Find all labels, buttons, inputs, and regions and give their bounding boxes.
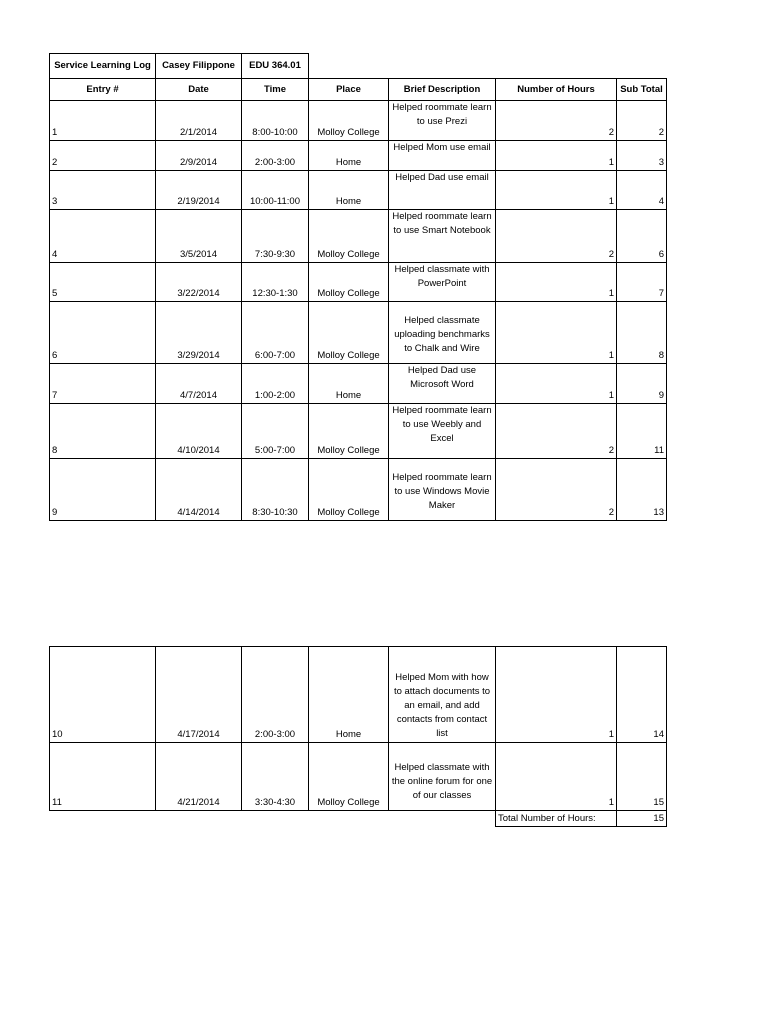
entry-subtotal: 14	[617, 647, 667, 743]
entry-description: Helped Mom use email	[389, 141, 496, 171]
entry-subtotal: 4	[617, 171, 667, 210]
entry-hours: 2	[496, 210, 617, 263]
entry-date: 4/21/2014	[156, 743, 242, 811]
entry-number: 7	[50, 364, 156, 404]
entry-subtotal: 8	[617, 302, 667, 364]
entry-subtotal: 7	[617, 263, 667, 302]
entry-time: 1:00-2:00	[242, 364, 309, 404]
entry-time: 6:00-7:00	[242, 302, 309, 364]
entry-description: Helped Mom with how to attach documents to an email, and add contacts from contact list	[389, 647, 496, 743]
entry-date: 4/7/2014	[156, 364, 242, 404]
entry-time: 2:00-3:00	[242, 141, 309, 171]
entry-date: 3/5/2014	[156, 210, 242, 263]
table-row	[50, 101, 667, 141]
entry-subtotal: 13	[617, 459, 667, 521]
service-log-table	[49, 53, 667, 521]
table-row	[50, 404, 667, 459]
table-row	[50, 364, 667, 404]
entry-hours: 1	[496, 263, 617, 302]
header-subtotal: Sub Total	[617, 79, 667, 101]
total-hours-label: Total Number of Hours:	[496, 811, 617, 827]
entry-place: Molloy College	[309, 210, 389, 263]
blank-cell	[242, 811, 309, 827]
entry-description: Helped roommate learn to use Prezi	[389, 101, 496, 141]
entry-place: Molloy College	[309, 263, 389, 302]
entry-place: Molloy College	[309, 743, 389, 811]
entry-number: 9	[50, 459, 156, 521]
entry-hours: 2	[496, 459, 617, 521]
entry-description: Helped roommate learn to use Windows Movie Maker	[389, 459, 496, 521]
entry-time: 5:00-7:00	[242, 404, 309, 459]
total-row	[50, 811, 667, 827]
header-time: Time	[242, 79, 309, 101]
header-entry: Entry #	[50, 79, 156, 101]
entry-time: 3:30-4:30	[242, 743, 309, 811]
entry-hours: 2	[496, 404, 617, 459]
entry-place: Molloy College	[309, 459, 389, 521]
entry-number: 1	[50, 101, 156, 141]
table-row	[50, 210, 667, 263]
header-place: Place	[309, 79, 389, 101]
header-hours: Number of Hours	[496, 79, 617, 101]
entry-description: Helped classmate with PowerPoint	[389, 263, 496, 302]
entry-description: Helped roommate learn to use Weebly and Excel	[389, 404, 496, 459]
entry-date: 2/9/2014	[156, 141, 242, 171]
blank-cell	[309, 54, 389, 79]
entry-number: 2	[50, 141, 156, 171]
blank-cell	[50, 811, 156, 827]
entry-time: 12:30-1:30	[242, 263, 309, 302]
blank-cell	[389, 811, 496, 827]
entry-time: 10:00-11:00	[242, 171, 309, 210]
entry-subtotal: 15	[617, 743, 667, 811]
entry-place: Molloy College	[309, 404, 389, 459]
blank-cell	[617, 54, 667, 79]
entry-subtotal: 6	[617, 210, 667, 263]
entry-subtotal: 2	[617, 101, 667, 141]
entry-number: 5	[50, 263, 156, 302]
entry-hours: 1	[496, 302, 617, 364]
entry-hours: 1	[496, 364, 617, 404]
entry-date: 4/10/2014	[156, 404, 242, 459]
total-hours-value: 15	[617, 811, 667, 827]
entry-time: 8:30-10:30	[242, 459, 309, 521]
entry-number: 4	[50, 210, 156, 263]
entry-subtotal: 11	[617, 404, 667, 459]
entry-description: Helped classmate with the online forum for one of our classes	[389, 743, 496, 811]
service-log-table-continued	[49, 646, 667, 827]
entry-date: 4/14/2014	[156, 459, 242, 521]
blank-cell	[156, 811, 242, 827]
entry-hours: 2	[496, 101, 617, 141]
entry-number: 3	[50, 171, 156, 210]
entry-hours: 1	[496, 647, 617, 743]
entry-place: Home	[309, 141, 389, 171]
entry-subtotal: 9	[617, 364, 667, 404]
entry-number: 10	[50, 647, 156, 743]
table-row	[50, 302, 667, 364]
header-date: Date	[156, 79, 242, 101]
student-name: Casey Filippone	[156, 54, 242, 79]
table-row	[50, 459, 667, 521]
title-row	[50, 54, 667, 79]
entry-number: 8	[50, 404, 156, 459]
header-description: Brief Description	[389, 79, 496, 101]
blank-cell	[309, 811, 389, 827]
entry-place: Molloy College	[309, 101, 389, 141]
entry-time: 7:30-9:30	[242, 210, 309, 263]
entry-hours: 1	[496, 743, 617, 811]
entry-date: 3/29/2014	[156, 302, 242, 364]
entry-time: 2:00-3:00	[242, 647, 309, 743]
entry-hours: 1	[496, 171, 617, 210]
entry-description: Helped Dad use Microsoft Word	[389, 364, 496, 404]
blank-cell	[389, 54, 496, 79]
entry-description: Helped classmate uploading benchmarks to Chalk and Wire	[389, 302, 496, 364]
entry-description: Helped Dad use email	[389, 171, 496, 210]
blank-cell	[496, 54, 617, 79]
table-row	[50, 171, 667, 210]
entry-number: 11	[50, 743, 156, 811]
table-row	[50, 263, 667, 302]
entry-time: 8:00-10:00	[242, 101, 309, 141]
table-row	[50, 141, 667, 171]
entry-place: Home	[309, 647, 389, 743]
entry-date: 3/22/2014	[156, 263, 242, 302]
entry-place: Home	[309, 171, 389, 210]
course-code: EDU 364.01	[242, 54, 309, 79]
log-title: Service Learning Log	[50, 54, 156, 79]
entry-place: Home	[309, 364, 389, 404]
entry-description: Helped roommate learn to use Smart Notebook	[389, 210, 496, 263]
entry-date: 4/17/2014	[156, 647, 242, 743]
entry-date: 2/19/2014	[156, 171, 242, 210]
entry-hours: 1	[496, 141, 617, 171]
entry-subtotal: 3	[617, 141, 667, 171]
header-row	[50, 79, 667, 101]
entry-place: Molloy College	[309, 302, 389, 364]
entry-number: 6	[50, 302, 156, 364]
entry-date: 2/1/2014	[156, 101, 242, 141]
table-row	[50, 743, 667, 811]
table-row	[50, 647, 667, 743]
